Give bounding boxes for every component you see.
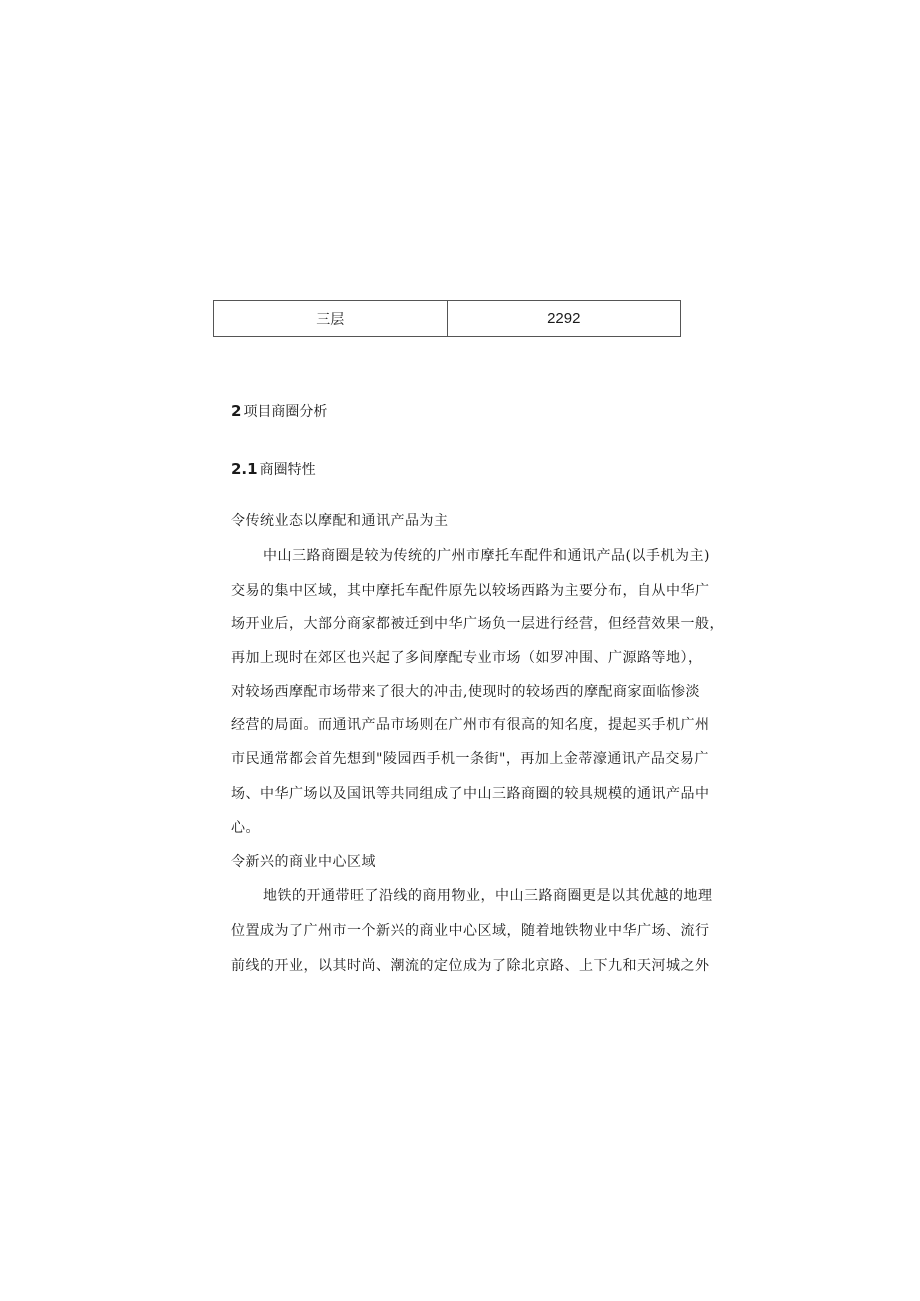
- floor-area-table: [213, 300, 681, 337]
- paragraph-line: 地铁的开通带旺了沿线的商用物业，中山三路商圈更是以其优越的地理: [263, 888, 713, 904]
- paragraph-line: 场开业后，大部分商家都被迁到中华广场负一层进行经营，但经营效果一般，: [231, 616, 724, 632]
- floor-cell: 三层: [214, 301, 448, 337]
- heading-number: 2: [231, 402, 242, 420]
- paragraph-line: 心。: [231, 820, 260, 836]
- area-value-cell: 2292: [447, 301, 681, 337]
- paragraph-line: 经营的局面。而通讯产品市场则在广州市有很高的知名度，提起买手机广州: [231, 717, 710, 733]
- heading-project-analysis: [231, 401, 327, 421]
- paragraph-line: 前线的开业，以其时尚、潮流的定位成为了除北京路、上下九和天河城之外: [231, 958, 710, 974]
- paragraph-line: 位置成为了广州市一个新兴的商业中心区域，随着地铁物业中华广场、流行: [231, 923, 710, 939]
- heading-text: 项目商圈分析: [243, 404, 328, 420]
- table-row: [214, 301, 681, 337]
- paragraph-line: 再加上现时在郊区也兴起了多间摩配专业市场（如罗冲围、广源路等地），: [231, 650, 703, 666]
- section-title-new-center: 令新兴的商业中心区域: [231, 854, 376, 870]
- heading-trade-area-features: [231, 459, 316, 479]
- paragraph-line: 中山三路商圈是较为传统的广州市摩托车配件和通讯产品(以手机为主): [263, 548, 710, 564]
- paragraph-line: 对较场西摩配市场带来了很大的冲击,使现时的较场西的摩配商家面临惨淡: [231, 684, 700, 700]
- paragraph-line: 交易的集中区域，其中摩托车配件原先以较场西路为主要分布，自从中华广: [231, 583, 710, 599]
- paragraph-line: 市民通常都会首先想到"陵园西手机一条街"，再加上金蒂濠通讯产品交易广: [231, 751, 709, 767]
- heading-text: 商圈特性: [259, 462, 316, 478]
- heading-number: 2.1: [231, 460, 258, 478]
- section-title-traditional: 令传统业态以摩配和通讯产品为主: [231, 513, 449, 529]
- paragraph-line: 场、中华广场以及国讯等共同组成了中山三路商圈的较具规模的通讯产品中: [231, 786, 710, 802]
